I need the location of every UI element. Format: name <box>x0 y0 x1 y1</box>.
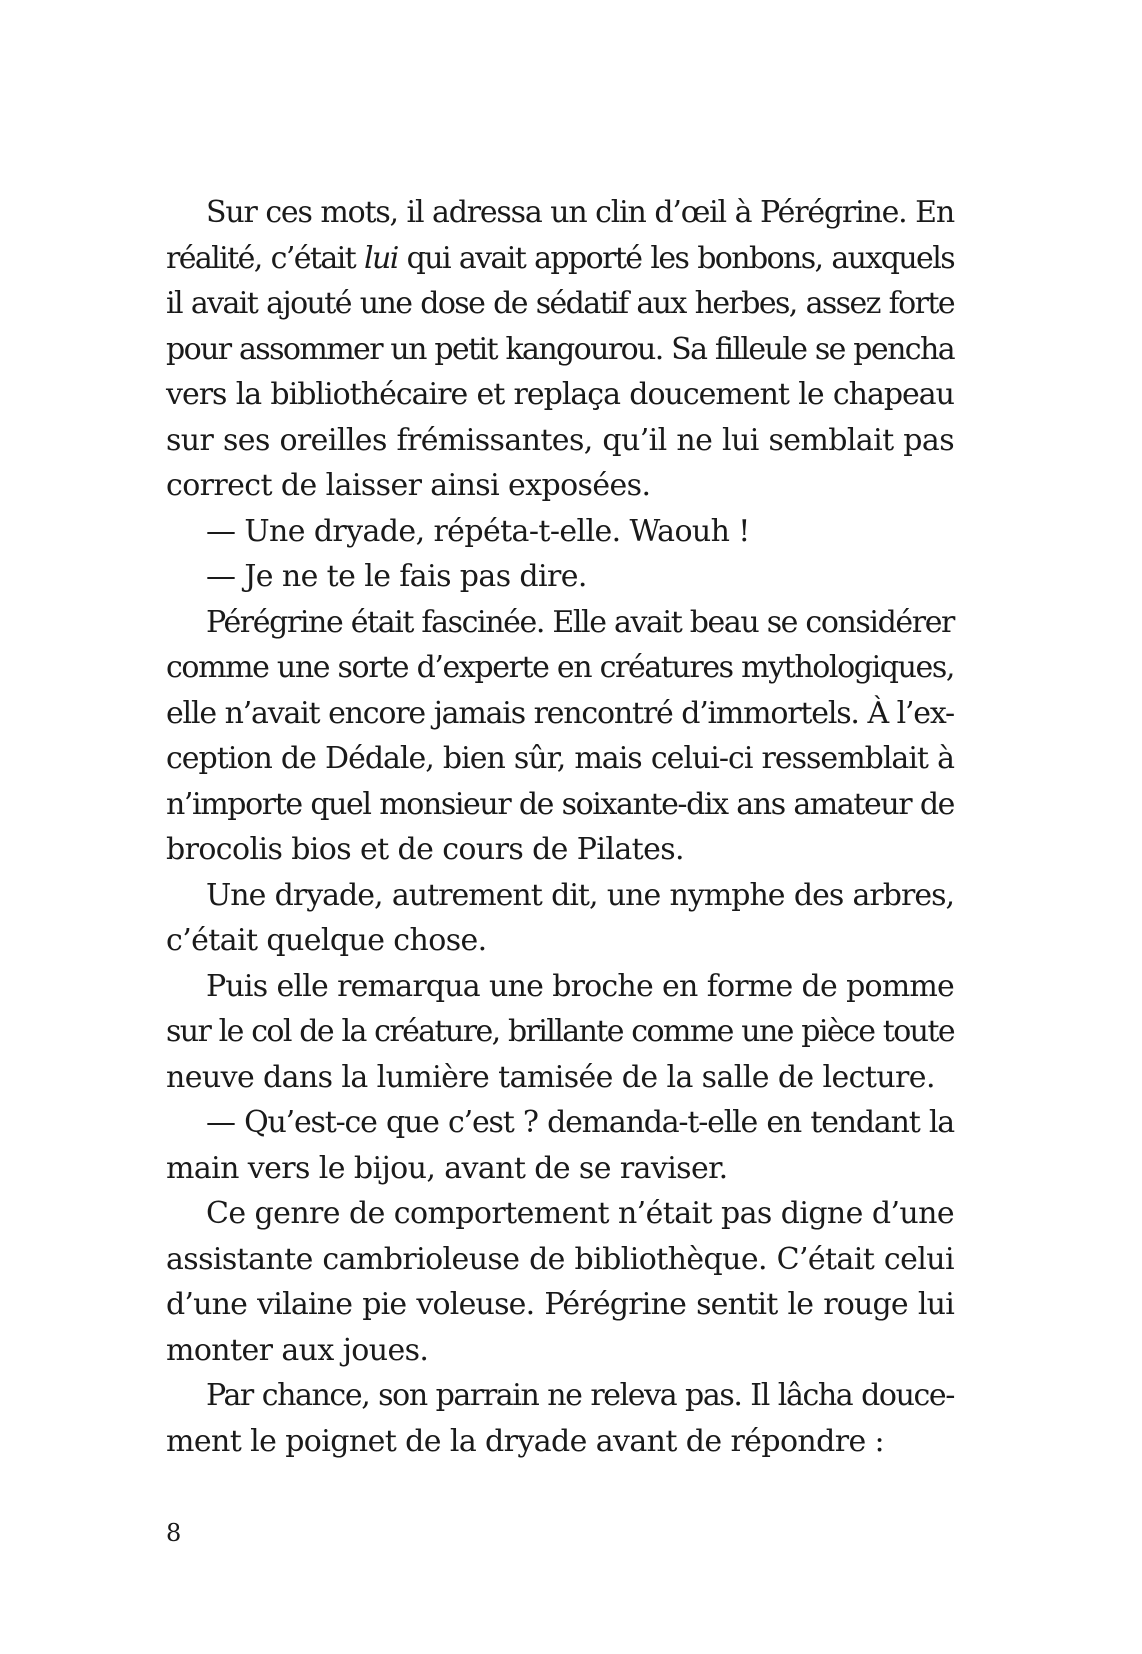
text-line: assistante cambrioleuse de bibliothèque. C’était celui <box>166 1241 954 1277</box>
text-line: Pérégrine était fascinée. Elle avait beau se considérer <box>206 604 954 640</box>
text-line: n’importe quel monsieur de soixante-dix ans amateur de <box>166 786 954 822</box>
text-line: monter aux joues. <box>166 1332 429 1368</box>
text-line: c’était quelque chose. <box>166 923 487 958</box>
text-line: vers la bibliothécaire et replaça doucement le chapeau <box>166 377 954 412</box>
text-line: comme une sorte d’experte en créatures mythologiques, <box>166 650 954 685</box>
text-line: correct de laisser ainsi exposées. <box>166 468 651 503</box>
text-line: Ce genre de comportement n’était pas digne d’une <box>206 1196 954 1231</box>
text-line: Sur ces mots, il adressa un clin d’œil à Pérégrine. En <box>206 195 954 230</box>
text-line: réalité, c’était lui qui avait apporté les bonbons, auxquels <box>166 240 954 276</box>
text-line: main vers le bijou, avant de se raviser. <box>166 1150 728 1186</box>
text-line: brocolis bios et de cours de Pilates. <box>166 832 684 867</box>
text-line: ception de Dédale, bien sûr, mais celui-ci ressemblait à <box>166 741 954 776</box>
body-text <box>166 190 954 1464</box>
text-line: neuve dans la lumière tamisée de la salle de lecture. <box>166 1059 935 1095</box>
emphasis-lui: lui <box>364 240 398 276</box>
text-line: Par chance, son parrain ne releva pas. Il lâcha douce- <box>206 1378 954 1413</box>
text-line: sur ses oreilles frémissantes, qu’il ne lui semblait pas <box>166 422 954 458</box>
text-line: — Qu’est-ce que c’est ? demanda-t-elle en tendant la <box>206 1105 954 1140</box>
text-line: Puis elle remarqua une broche en forme de pomme <box>206 968 954 1004</box>
text-line: — Une dryade, répéta-t-elle. Waouh ! <box>206 513 750 549</box>
text-line: ment le poignet de la dryade avant de répondre : <box>166 1423 885 1459</box>
page-number: 8 <box>166 1519 182 1547</box>
text-line: elle n’avait encore jamais rencontré d’immortels. À l’ex- <box>166 695 954 731</box>
text-line: d’une vilaine pie voleuse. Pérégrine sentit le rouge lui <box>166 1287 954 1322</box>
text-line: il avait ajouté une dose de sédatif aux herbes, assez forte <box>166 286 954 321</box>
text-line: sur le col de la créature, brillante comme une pièce toute <box>166 1014 954 1049</box>
text-line: pour assommer un petit kangourou. Sa filleule se pencha <box>166 331 954 367</box>
text-line: — Je ne te le fais pas dire. <box>206 559 587 594</box>
text-line: Une dryade, autrement dit, une nymphe des arbres, <box>206 877 954 913</box>
